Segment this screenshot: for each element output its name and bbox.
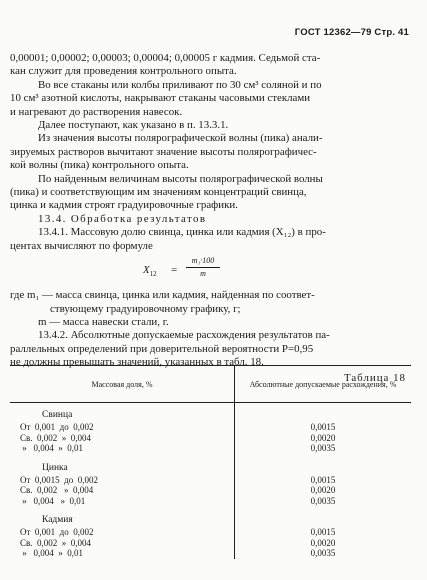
text-line: и нагревают до растворения навесок. bbox=[10, 105, 183, 118]
text-line: Далее поступают, как указано в п. 13.3.1. bbox=[38, 119, 229, 132]
table-caption: Таблица 18 bbox=[343, 371, 406, 384]
group-name: Цинка bbox=[42, 462, 68, 473]
formula-fraction bbox=[186, 256, 220, 280]
text-line: кой волны (пика) контрольного опыта. bbox=[10, 159, 189, 172]
text-line: (пика) и соответствующим им значениям концентраций свинца, bbox=[10, 186, 307, 199]
formula-equals: = bbox=[171, 264, 178, 277]
page-header: ГОСТ 12362—79 Стр. 41 bbox=[294, 27, 409, 38]
table-row: » 0,004 » 0,01 bbox=[20, 495, 86, 506]
table-row: Св. 0,002 » 0,004 bbox=[20, 537, 92, 548]
table-row: Св. 0,002 » 0,004 bbox=[20, 485, 94, 495]
table-row: От 0,001 до 0,002 bbox=[20, 422, 94, 432]
text-line: Во все стаканы или колбы приливают по 30 см³ соляной и по bbox=[38, 78, 322, 91]
table-cell: 0,0035 bbox=[310, 495, 336, 506]
text-line: По найденным величинам высоты полярографической волны bbox=[38, 172, 323, 185]
table-cell: 0,0020 bbox=[310, 432, 336, 443]
text-line: 13.4.1. Массовую долю свинца, цинка или кадмия (X₁₂) в про- bbox=[38, 226, 326, 239]
text-line: где m₁ — масса свинца, цинка или кадмия, найденная по соответ- bbox=[10, 289, 315, 302]
formula-numerator: m₁·100 bbox=[186, 256, 220, 268]
table-group bbox=[20, 409, 234, 454]
formula-denominator: m bbox=[200, 269, 206, 279]
text-line: не должны превышать значений, указанных в табл. 18. bbox=[10, 356, 264, 369]
text-line: 10 см³ азотной кислоты, накрывают стаканы часовыми стеклами bbox=[10, 92, 311, 105]
table-cell: 0,0020 bbox=[310, 537, 336, 548]
table-row: Св. 0,002 » 0,004 bbox=[20, 432, 92, 443]
column-header: Массовая доля, % bbox=[10, 366, 235, 403]
text-line: кан служит для проведения контрольного опыта. bbox=[10, 65, 237, 78]
table-cell: 0,0015 bbox=[310, 527, 336, 537]
text-line: зируемых растворов вычитают значение высоты полярографичес- bbox=[10, 145, 317, 158]
table-row: » 0,004 » 0,01 bbox=[20, 548, 83, 558]
value-group bbox=[235, 527, 411, 559]
value-group bbox=[235, 475, 411, 507]
formula-lhs: $X_{12}$ bbox=[143, 264, 157, 279]
table-cell: 0,0035 bbox=[310, 548, 336, 558]
text-line: m — масса навески стали, г. bbox=[38, 315, 169, 328]
column-header: Абсолютные допускаемые расхождения, % bbox=[235, 366, 412, 403]
table-cell: 0,0015 bbox=[310, 422, 336, 432]
body-text bbox=[10, 52, 412, 385]
table-row: От 0,0015 до 0,002 bbox=[20, 474, 99, 485]
table-group bbox=[20, 514, 234, 559]
text-line: 0,00001; 0,00002; 0,00003; 0,00004; 0,00005 г кадмия. Седьмой ста- bbox=[10, 52, 321, 64]
table-18 bbox=[10, 365, 411, 559]
text-line: раллельных определений при доверительной вероятности P=0,95 bbox=[10, 342, 314, 355]
value-group bbox=[235, 422, 411, 454]
tolerance-column bbox=[235, 403, 412, 559]
mass-fraction-column bbox=[10, 403, 235, 559]
text-line: цинка и кадмия строят градуировочные графики. bbox=[10, 199, 238, 212]
formula bbox=[10, 255, 412, 285]
table-group bbox=[20, 462, 234, 507]
table-cell: 0,0020 bbox=[310, 485, 336, 495]
text-line: 13.4.2. Абсолютные допускаемые расхождения результатов па- bbox=[38, 329, 330, 342]
group-name: Кадмия bbox=[42, 515, 73, 525]
text-line: центах вычисляют по формуле bbox=[10, 239, 153, 252]
table-cell: 0,0015 bbox=[310, 474, 336, 485]
group-name: Свинца bbox=[42, 410, 73, 420]
table-row: От 0,001 до 0,002 bbox=[20, 527, 94, 537]
table-row: » 0,004 » 0,01 bbox=[20, 443, 83, 453]
section-heading: 13.4. Обработка результатов bbox=[38, 212, 207, 225]
table-cell: 0,0035 bbox=[310, 443, 336, 453]
text-line: ствующему градуировочному графику, г; bbox=[50, 302, 241, 315]
text-line: Из значения высоты полярографической волны (пика) анали- bbox=[38, 132, 323, 145]
